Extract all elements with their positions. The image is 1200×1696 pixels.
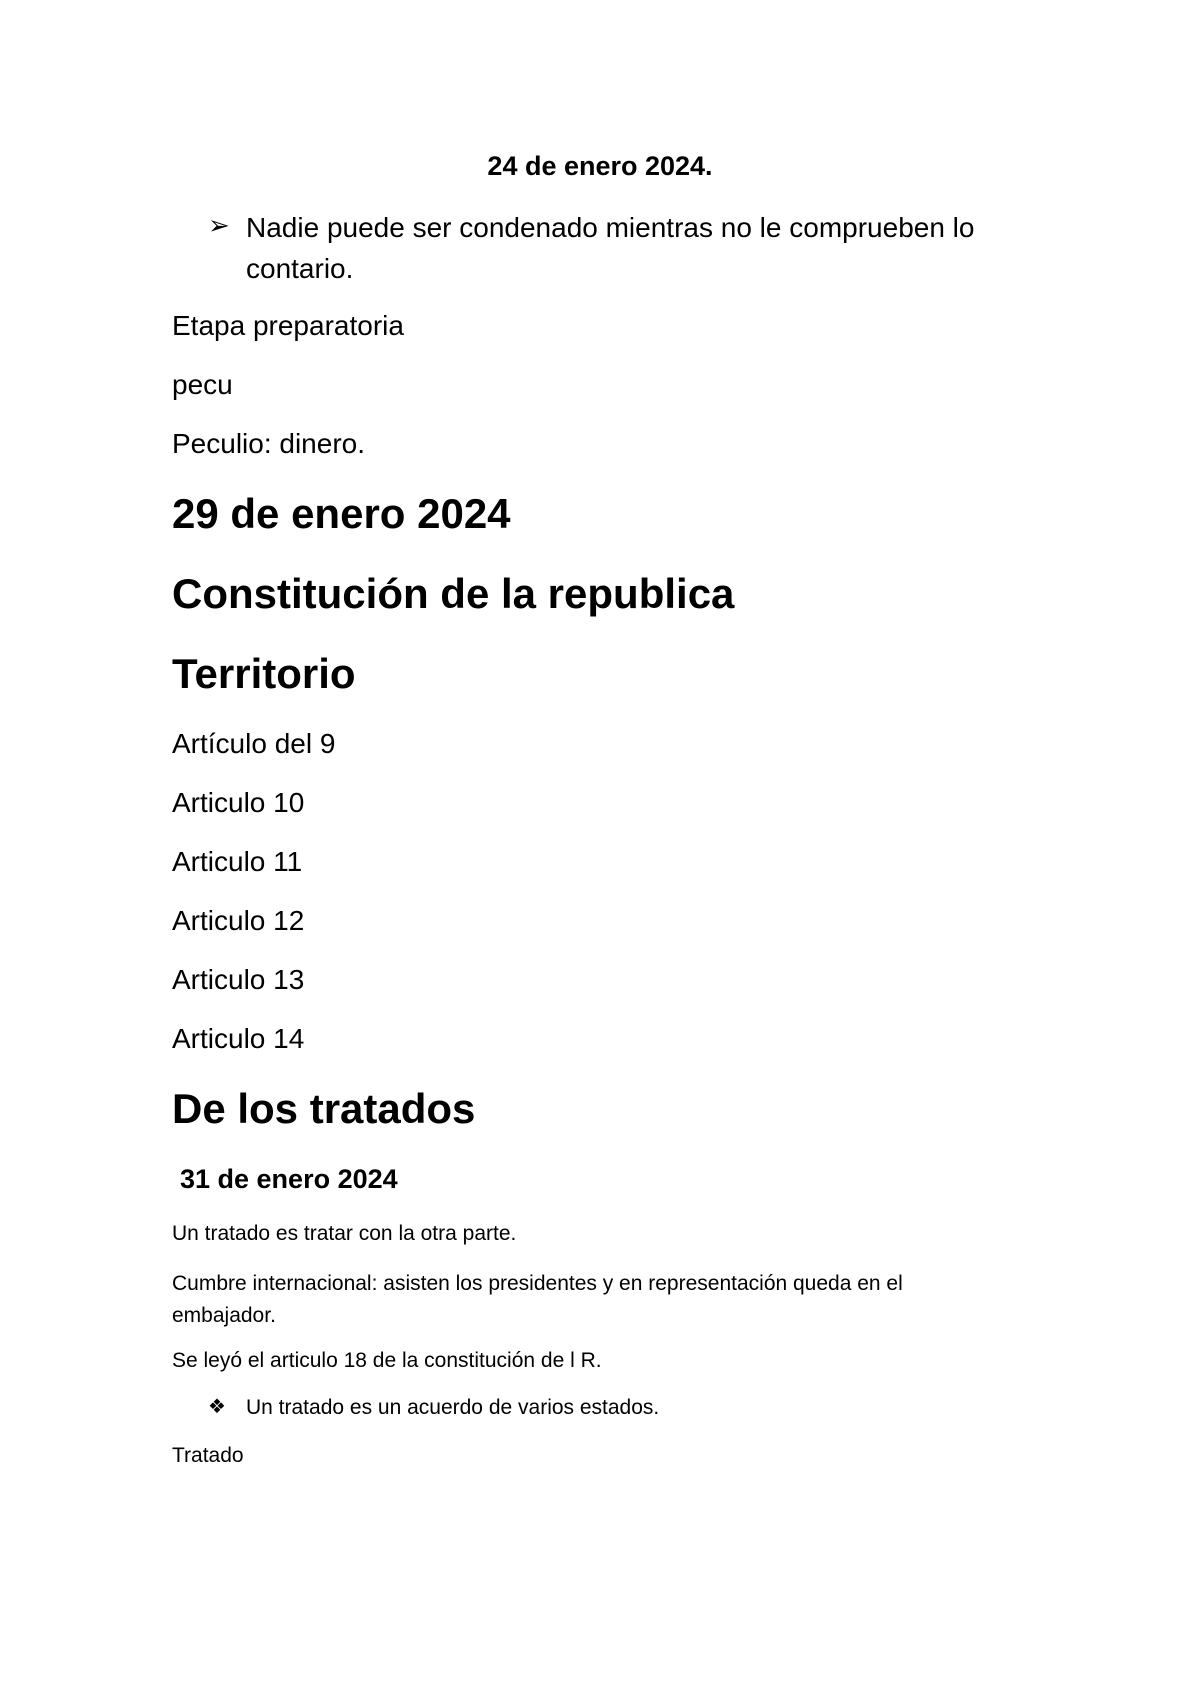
- heading-29-enero: 29 de enero 2024: [172, 490, 511, 537]
- bullet-text-line-2: contario.: [246, 252, 354, 284]
- diamond-bullet-icon: ❖: [208, 1396, 226, 1418]
- heading-territorio: Territorio: [172, 650, 356, 697]
- article-item: Articulo 13: [172, 964, 305, 995]
- cumbre-line-1: Cumbre internacional: asisten los presidentes y en representación queda en el: [172, 1272, 903, 1295]
- article-item: Artículo del 9: [172, 728, 336, 759]
- heading-constitucion: Constitución de la republica: [172, 570, 735, 617]
- heading-de-los-tratados: De los tratados: [172, 1085, 476, 1132]
- article-item: Articulo 11: [172, 846, 303, 877]
- bullet-text: Un tratado es un acuerdo de varios estados.: [246, 1396, 660, 1419]
- paragraph-etapa-preparatoria: Etapa preparatoria: [172, 310, 404, 341]
- bullet-item-acuerdo: [208, 1397, 659, 1418]
- article-item: Articulo 12: [172, 905, 305, 936]
- bullet-text-line-1: Nadie puede ser condenado mientras no le comprueben lo: [246, 212, 975, 243]
- article-item: Articulo 10: [172, 787, 305, 818]
- cumbre-line-2: embajador.: [172, 1303, 276, 1327]
- date-heading-24-enero: 24 de enero 2024.: [487, 151, 713, 181]
- paragraph-tratado: Tratado: [172, 1444, 244, 1467]
- article-item: Articulo 14: [172, 1023, 305, 1054]
- heading-31-enero: 31 de enero 2024: [180, 1164, 398, 1194]
- paragraph-pecu: pecu: [172, 369, 233, 400]
- paragraph-peculio: Peculio: dinero.: [172, 428, 366, 459]
- paragraph-articulo-18: Se leyó el articulo 18 de la constitución de l R.: [172, 1349, 602, 1372]
- paragraph-tratado-definicion: Un tratado es tratar con la otra parte.: [172, 1222, 517, 1245]
- arrow-bullet-icon: ➢: [208, 210, 230, 240]
- paragraph-cumbre-internacional: [172, 1268, 903, 1331]
- bullet-item-condenado: [208, 208, 974, 289]
